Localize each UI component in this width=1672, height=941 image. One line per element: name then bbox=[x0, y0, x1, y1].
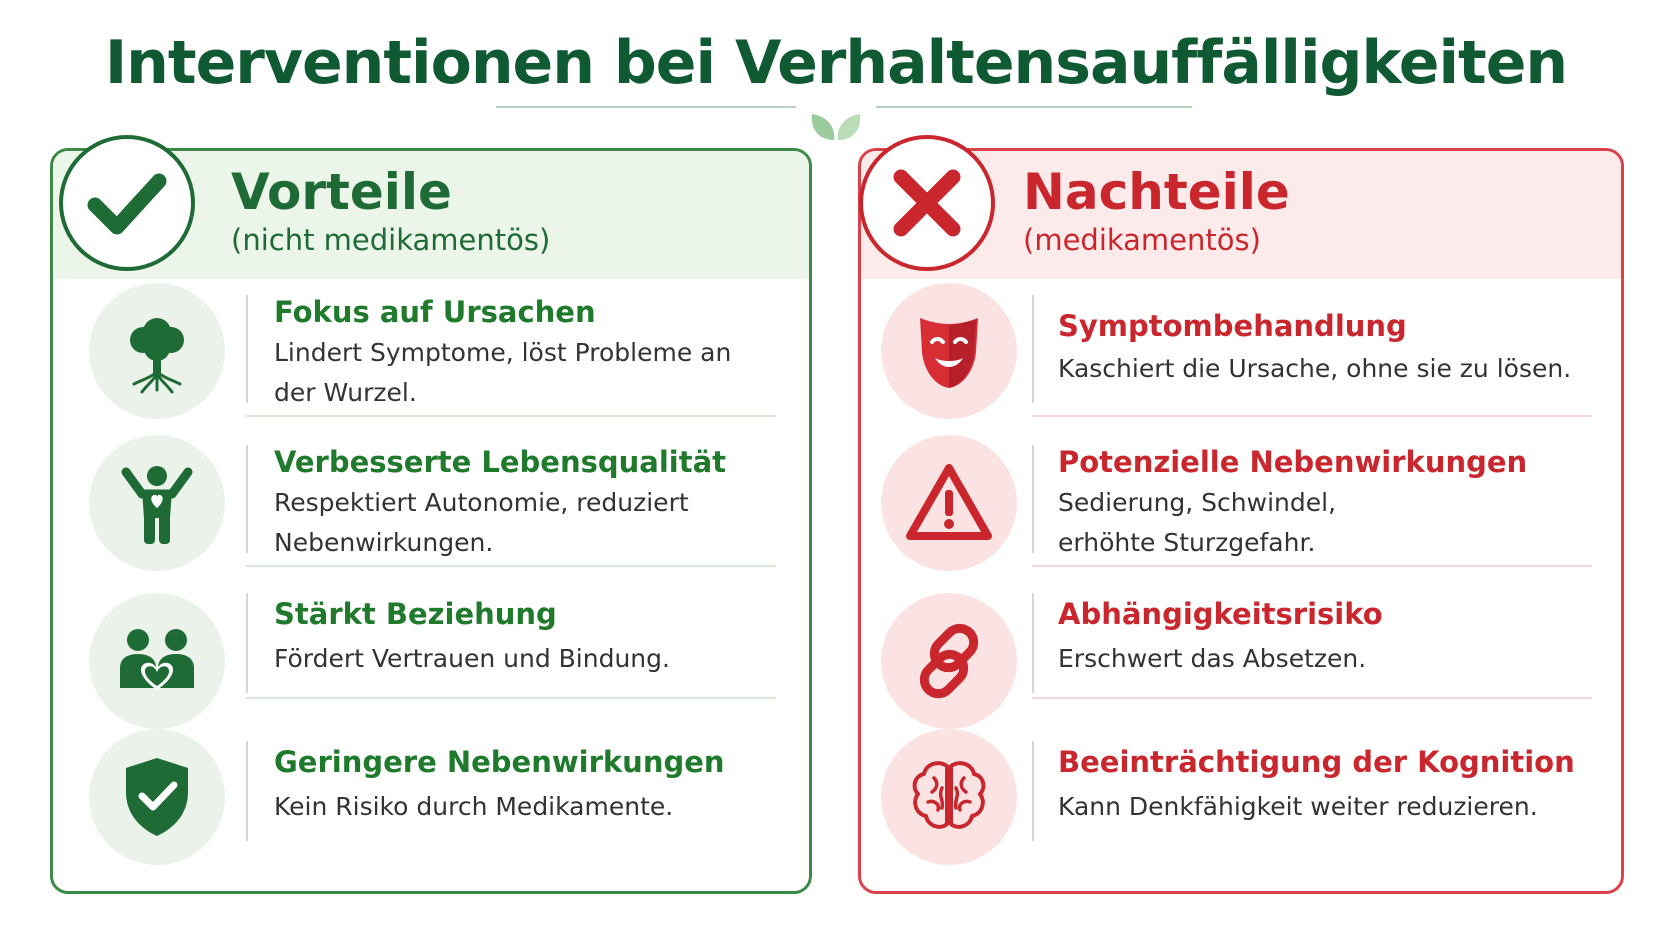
disadvantages-badge bbox=[859, 135, 995, 271]
page-title: Interventionen bei Verhaltensauffälligkeiten bbox=[104, 28, 1568, 98]
item-title: Potenzielle Nebenwirkungen bbox=[1058, 445, 1528, 479]
person-heart-icon bbox=[112, 458, 202, 548]
item-text: Lindert Symptome, löst Probleme an der Wurzel. bbox=[274, 338, 732, 407]
item-title: Stärkt Beziehung bbox=[274, 597, 557, 631]
title-divider-left bbox=[496, 106, 796, 108]
item-text: Respektiert Autonomie, reduziert Nebenwirkungen. bbox=[274, 488, 689, 557]
leaves-icon bbox=[804, 104, 868, 146]
advantages-badge bbox=[59, 135, 195, 271]
item-text: Erschwert das Absetzen. bbox=[1058, 644, 1367, 673]
item-text: Kann Denkfähigkeit weiter reduzieren. bbox=[1058, 792, 1538, 821]
two-people-heart-icon bbox=[112, 616, 202, 706]
checkmark-icon bbox=[63, 139, 191, 267]
divider bbox=[1032, 565, 1592, 567]
title-divider-right bbox=[876, 106, 1192, 108]
list-item bbox=[861, 593, 1621, 703]
list-item bbox=[861, 445, 1621, 565]
divider bbox=[1032, 697, 1592, 699]
item-text: Sedierung, Schwindel, erhöhte Sturzgefahr. bbox=[1058, 488, 1337, 557]
divider bbox=[246, 415, 776, 417]
advantages-title: Vorteile bbox=[231, 163, 452, 221]
item-title: Fokus auf Ursachen bbox=[274, 295, 596, 329]
list-item bbox=[53, 295, 809, 415]
advantages-subtitle: (nicht medikamentös) bbox=[231, 223, 551, 257]
list-item bbox=[53, 445, 809, 565]
disadvantages-title: Nachteile bbox=[1023, 163, 1290, 221]
x-mark-icon bbox=[863, 139, 991, 267]
item-title: Verbesserte Lebensqualität bbox=[274, 445, 727, 479]
chain-link-icon bbox=[904, 616, 994, 706]
tree-roots-icon bbox=[112, 306, 202, 396]
list-item bbox=[53, 721, 809, 841]
list-item bbox=[861, 295, 1621, 415]
item-text: Kaschiert die Ursache, ohne sie zu lösen. bbox=[1058, 354, 1572, 383]
shield-check-icon bbox=[112, 752, 202, 842]
disadvantages-subtitle: (medikamentös) bbox=[1023, 223, 1261, 257]
item-text: Kein Risiko durch Medikamente. bbox=[274, 792, 674, 821]
item-title: Abhängigkeitsrisiko bbox=[1058, 597, 1383, 631]
item-title: Beeinträchtigung der Kognition bbox=[1058, 745, 1575, 779]
warning-triangle-icon bbox=[904, 458, 994, 548]
item-title: Geringere Nebenwirkungen bbox=[274, 745, 725, 779]
item-title: Symptombehandlung bbox=[1058, 309, 1407, 343]
item-text: Fördert Vertrauen und Bindung. bbox=[274, 644, 670, 673]
divider bbox=[1032, 415, 1592, 417]
list-item bbox=[861, 721, 1621, 841]
brain-icon bbox=[904, 752, 994, 842]
list-item bbox=[53, 593, 809, 703]
theater-mask-icon bbox=[904, 306, 994, 396]
divider bbox=[246, 697, 776, 699]
disadvantages-panel bbox=[858, 148, 1624, 894]
divider bbox=[246, 565, 776, 567]
advantages-panel bbox=[50, 148, 812, 894]
